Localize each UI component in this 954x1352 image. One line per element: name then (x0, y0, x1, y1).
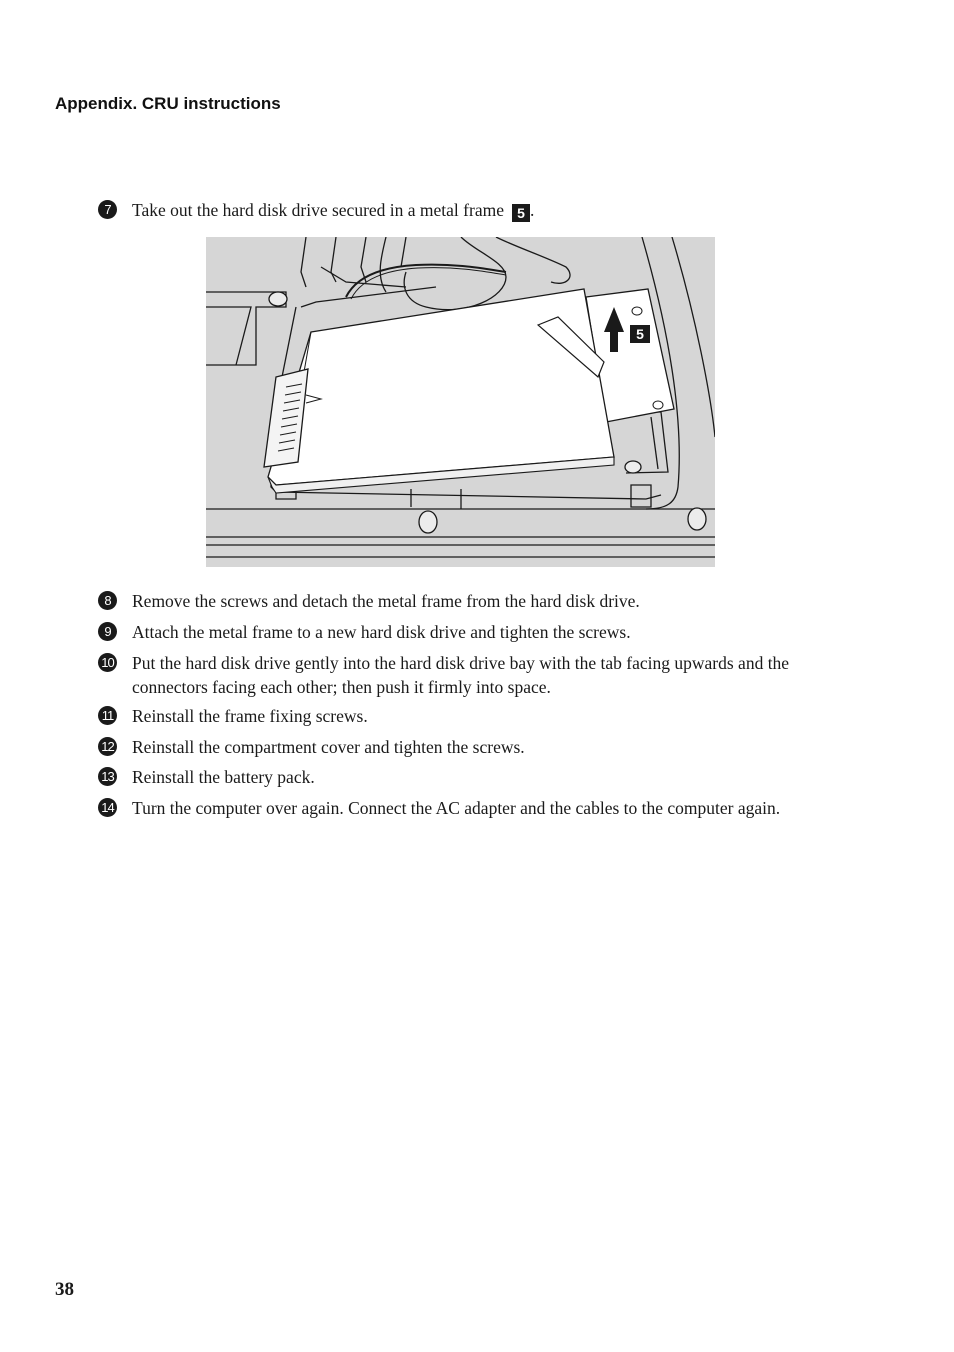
callout-label: 5 (636, 326, 644, 342)
page-number: 38 (55, 1279, 74, 1300)
step-number: 10 (98, 653, 117, 672)
step-text: Reinstall the compartment cover and tighten the screws. (132, 737, 525, 757)
step-text: Put the hard disk drive gently into the hard disk drive bay with the tab facing upwards and the connectors facing each other; then push it firmly into space. (132, 653, 790, 697)
step-number: 13 (98, 767, 117, 786)
step-text: Turn the computer over again. Connect the AC adapter and the cables to the computer again. (132, 798, 781, 818)
step-text: Attach the metal frame to a new hard disk drive and tighten the screws. (132, 622, 631, 642)
step-number: 12 (98, 737, 117, 756)
section-header: Appendix. CRU instructions (55, 94, 281, 113)
hard-disk-illustration (206, 237, 715, 567)
step-text: Reinstall the battery pack. (132, 767, 315, 787)
step-text: Take out the hard disk drive secured in a metal frame (132, 200, 504, 220)
step-number: 8 (98, 591, 117, 610)
step-number: 11 (98, 706, 117, 725)
callout-badge: 5 (512, 204, 530, 222)
step-number: 9 (98, 622, 117, 641)
step-text: Remove the screws and detach the metal frame from the hard disk drive. (132, 591, 640, 611)
step-suffix: . (529, 200, 535, 220)
step-number: 14 (98, 798, 117, 817)
step-text: Reinstall the frame fixing screws. (132, 706, 368, 726)
step-number: 7 (98, 200, 117, 219)
